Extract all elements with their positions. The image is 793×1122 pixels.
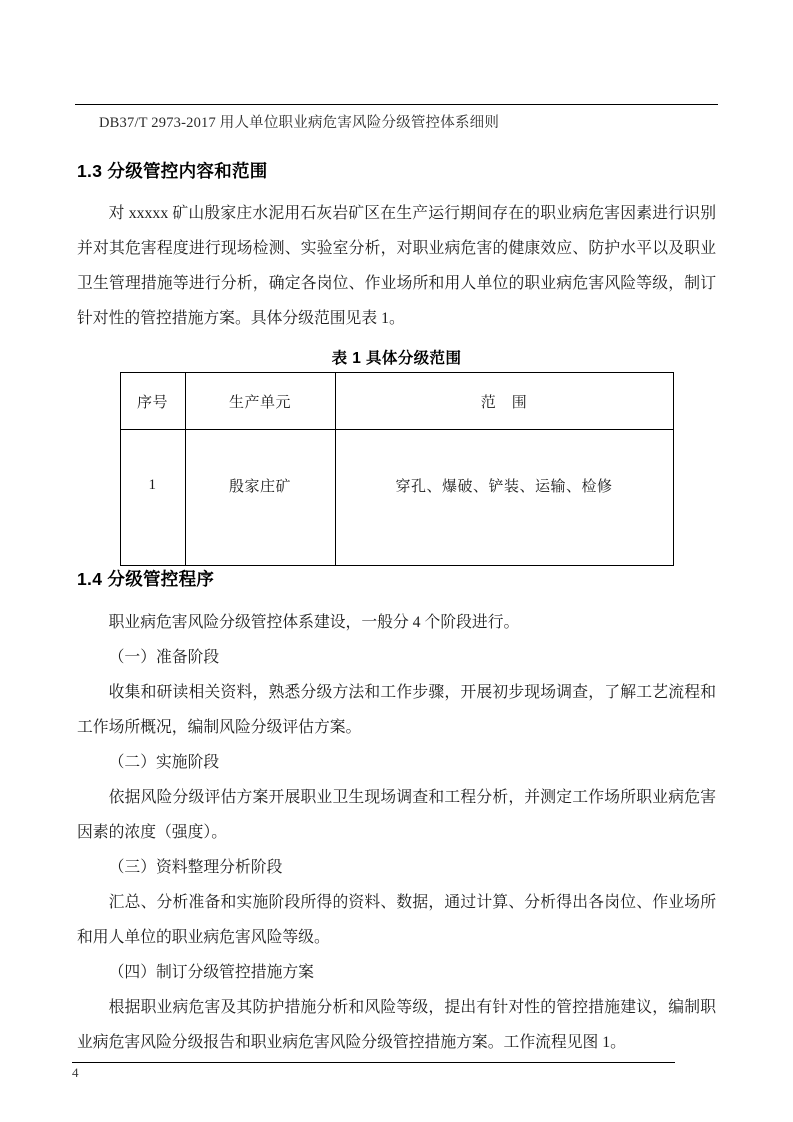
table-cell-scope: 穿孔、爆破、铲装、运输、检修: [335, 430, 673, 566]
step-text-3: 汇总、分析准备和实施阶段所得的资料、数据，通过计算、分析得出各岗位、作业场所和用人单位的职业病危害风险等级。: [77, 893, 716, 946]
running-header: [75, 104, 718, 132]
step-label-1: （一）准备阶段: [108, 648, 220, 666]
table-header-row: [120, 373, 673, 430]
page-footer: [72, 1062, 675, 1081]
table-header-cell-unit: 生产单元: [185, 373, 335, 430]
step-label-2: （二）实施阶段: [108, 753, 220, 771]
document-content: [77, 158, 716, 1060]
header-divider-rule: [75, 104, 718, 105]
step-text-4: 根据职业病危害及其防护措施分析和风险等级，提出有针对性的管控措施建议，编制职业病危害风险分级报告和职业病危害风险分级管控措施方案。工作流程见图 1。: [77, 998, 716, 1051]
section-heading-1-4: 1.4 分级管控程序: [77, 569, 215, 590]
step-label-3: （三）资料整理分析阶段: [108, 858, 283, 876]
running-header-title: DB37/T 2973-2017 用人单位职业病危害风险分级管控体系细则: [99, 115, 500, 131]
table-header-cell-scope: 范 围: [335, 373, 673, 430]
step-label-4: （四）制订分级管控措施方案: [108, 963, 314, 981]
table-cell-seq: 1: [120, 430, 185, 566]
page-number: 4: [72, 1065, 79, 1080]
footer-divider-rule: [72, 1062, 675, 1063]
step-text-2: 依据风险分级评估方案开展职业卫生现场调查和工程分析，并测定工作场所职业病危害因素的浓度（强度）。: [77, 788, 716, 841]
table-1-caption: 表 1 具体分级范围: [331, 350, 462, 368]
step-text-1: 收集和研读相关资料，熟悉分级方法和工作步骤，开展初步现场调查，了解工艺流程和工作场所概况，编制风险分级评估方案。: [77, 683, 716, 736]
table-1-block: [77, 346, 716, 566]
table-row: [120, 430, 673, 566]
table-header-cell-seq: 序号: [120, 373, 185, 430]
section-1-4-intro: 职业病危害风险分级管控体系建设，一般分 4 个阶段进行。: [108, 613, 520, 631]
grading-scope-table: [120, 372, 674, 566]
section-heading-1-3: 1.3 分级管控内容和范围: [77, 161, 268, 181]
section-1-3-paragraph: 对 xxxxx 矿山殷家庄水泥用石灰岩矿区在生产运行期间存在的职业病危害因素进行识别并对其危害程度进行现场检测、实验室分析，对职业病危害的健康效应、防护水平以及职业卫生管理措施等进行分析，确定各岗位、作业场所和用人单位的职业病危害风险等级，制订针对性的管控措施方案。具体分级范围见表 1。: [77, 205, 716, 328]
table-cell-unit: 殷家庄矿: [185, 430, 335, 566]
